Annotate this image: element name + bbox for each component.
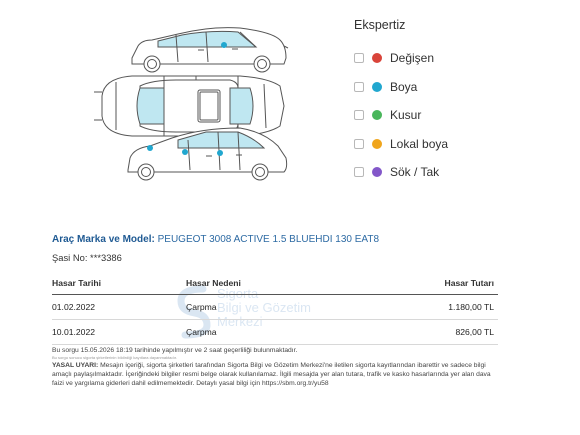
legal-warning [52,361,498,388]
header-damage-amount: Hasar Tutarı [366,278,498,295]
damage-amount: 826,00 TL [366,320,498,345]
legend-color-dot-icon [372,110,382,120]
paint-marker [221,42,227,48]
header-damage-reason: Hasar Nedeni [186,278,366,295]
expertise-legend [354,18,554,187]
car-damage-diagram [80,22,295,190]
legend-title: Ekspertiz [354,18,406,32]
table-row [52,295,498,320]
legal-warning-label: YASAL UYARI: [52,362,99,369]
damage-history-table [52,278,498,345]
chassis-line [52,252,502,263]
damage-reason: Çarpma [186,295,366,320]
legal-warning-text: Mesajın içeriği, sigorta şirketleri tarafından Sigorta Bilgi ve Gözetim Merkezi'ne iletilen sigorta kayıtlarından ibarettir ve sadece bilgi amaçlı paylaşılmaktadır. İçeriğindeki bilgiler resmi belge olarak kullanılamaz. İlgili mesajda yer alan tutara, trafik ve kasko hasarlarında yer alan dava faizi ve yargılama giderleri dahil edilmemektedir. Detaylı yasal bilgi için https://sbm.org.tr/yu58 [52,362,491,387]
chassis-value: ***3386 [90,252,122,263]
vehicle-info [52,234,502,263]
legend-checkbox[interactable] [354,167,364,177]
table-row [52,320,498,345]
legend-label: Boya [390,79,418,94]
damage-reason: Çarpma [186,320,366,345]
legend-label: Lokal boya [390,136,449,151]
car-side-view-top [132,28,288,72]
legend-item[interactable] [354,158,554,187]
legend-color-dot-icon [372,139,382,149]
legal-footer [52,346,498,388]
damage-amount: 1.180,00 TL [366,295,498,320]
legend-checkbox[interactable] [354,139,364,149]
legend-checkbox[interactable] [354,53,364,63]
header-damage-date: Hasar Tarihi [52,278,186,295]
legend-label: Değişen [390,51,435,66]
car-top-view [94,76,284,136]
legend-item[interactable] [354,73,554,102]
watermark-line-3: Merkezi [217,314,263,329]
query-note: Bu sorgu 15.05.2026 18:19 tarihinde yapılmıştır ve 2 saat geçerliliği bulunmaktadır. [52,347,298,354]
table-header-row [52,278,498,295]
watermark-line-1: Sigorta [217,286,259,301]
vehicle-model-value: PEUGEOT 3008 ACTIVE 1.5 BLUEHDI 130 EAT8 [157,234,380,245]
vehicle-model-label: Araç Marka ve Model: [52,234,155,245]
legend-checkbox[interactable] [354,110,364,120]
vehicle-model-line [52,234,502,245]
legend-label: Sök / Tak [390,165,440,180]
damage-date: 01.02.2022 [52,295,186,320]
paint-marker [217,150,223,156]
damage-date: 10.01.2022 [52,320,186,345]
paint-marker [147,145,153,151]
legend-color-dot-icon [372,53,382,63]
chassis-label: Şasi No: [52,252,88,263]
legend-color-dot-icon [372,82,382,92]
tiny-note: Bu sorgu sonucu sigorta şirketlerinin bildirdiği kayıtlara dayanmaktadır. [52,355,177,360]
legend-color-dot-icon [372,167,382,177]
legend-item[interactable] [354,130,554,159]
legend-checkbox[interactable] [354,82,364,92]
legend-item[interactable] [354,44,554,73]
paint-marker [182,149,188,155]
legend-item[interactable] [354,101,554,130]
watermark-line-2: Bilgi ve Gözetim [217,300,311,315]
legend-label: Kusur [390,108,422,123]
